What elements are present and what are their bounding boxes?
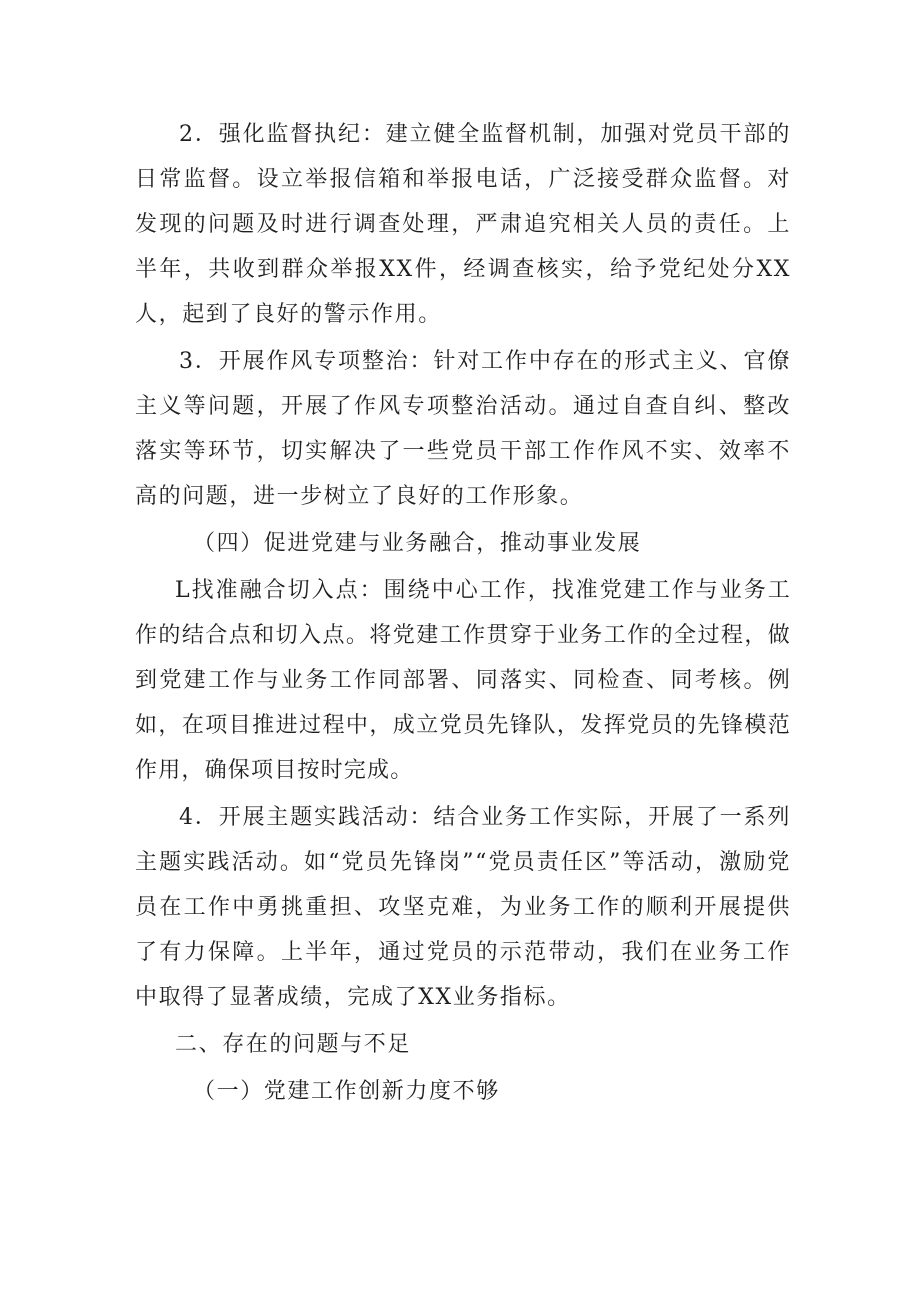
document-body: [135, 112, 791, 1116]
paragraph-theme-practice: 4．开展主题实践活动：结合业务工作实际，开展了一系列主题实践活动。如“党员先锋岗”“党员责任区”等活动，激励党员在工作中勇挑重担、攻坚克难，为业务工作的顺利开展提供了有力保障。上半年，通过党员的示范带动，我们在业务工作中取得了显著成绩，完成了XX业务指标。: [135, 805, 791, 1010]
paragraph-supervision: 2．强化监督执纪：建立健全监督机制，加强对党员干部的日常监督。设立举报信箱和举报电话，广泛接受群众监督。对发现的问题及时进行调查处理，严肃追究相关人员的责任。上半年，共收到群众举报XX件，经调查核实，给予党纪处分XX人，起到了良好的警示作用。: [135, 122, 791, 327]
section-heading-problems: 二、存在的问题与不足: [175, 1032, 412, 1057]
paragraph-work-style: 3．开展作风专项整治：针对工作中存在的形式主义、官僚主义等问题，开展了作风专项整治活动。通过自查自纠、整改落实等环节，切实解决了一些党员干部工作作风不实、效率不高的问题，进一步树立了良好的工作形象。: [135, 349, 791, 509]
section-heading-integration: （四）促进党建与业务融合，推动事业发展: [193, 531, 642, 556]
section-heading-innovation: （一）党建工作创新力度不够: [193, 1079, 500, 1104]
paragraph-integration-point: L找准融合切入点：围绕中心工作，找准党建工作与业务工作的结合点和切入点。将党建工作贯穿于业务工作的全过程，做到党建工作与业务工作同部署、同落实、同检查、同考核。例如，在项目推进过程中，成立党员先锋队，发挥党员的先锋模范作用，确保项目按时完成。: [135, 578, 791, 783]
